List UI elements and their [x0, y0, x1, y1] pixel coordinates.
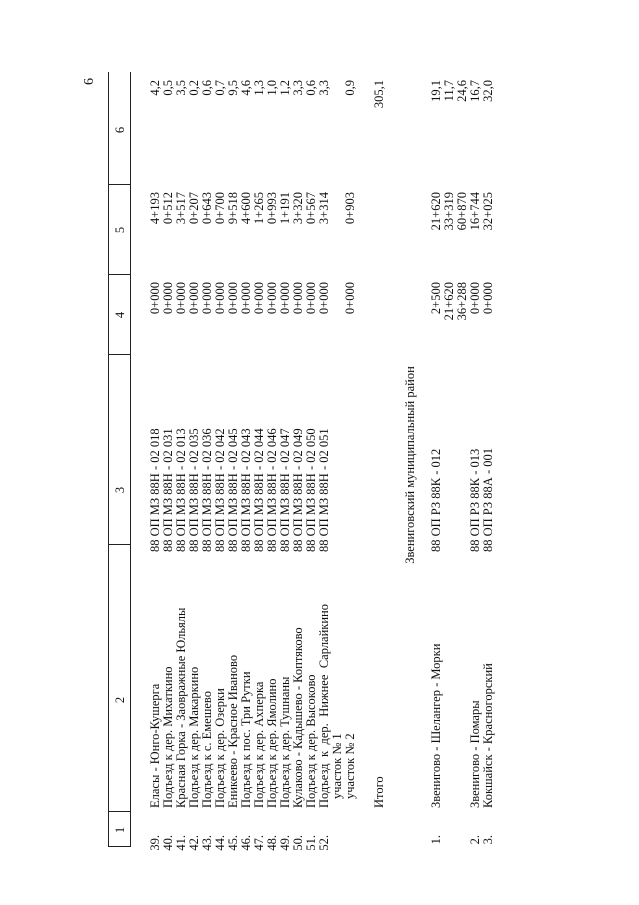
length-km: 4,2	[148, 80, 162, 96]
length-km: 4,6	[239, 80, 253, 96]
km-end: 0+207	[187, 192, 201, 225]
km-start: 0+000	[278, 282, 292, 315]
km-start: 0+000	[252, 282, 266, 315]
road-name: Кокшайск - Красногорский	[481, 663, 495, 808]
km-start: 0+000	[317, 282, 331, 315]
road-code: 88 ОП МЗ 88Н - 02 050	[304, 428, 318, 552]
road-code: 88 ОП РЗ 88К - 012	[429, 448, 443, 552]
road-name-word: Сарлайкино	[317, 604, 331, 669]
row-number: 1.	[429, 835, 443, 845]
length-km: 0,2	[187, 80, 201, 96]
length-km: 1,2	[278, 80, 292, 96]
road-name: Кулаково - Кадышево - Коптяково	[291, 627, 305, 808]
km-end: 3+314	[317, 192, 331, 225]
road-name: Подъезд к пос. Три Рутки	[239, 671, 253, 808]
km-end: 16+744	[468, 192, 482, 231]
road-name	[318, 604, 331, 808]
page-number: 6	[82, 78, 97, 85]
km-start: 0+000	[200, 282, 214, 315]
column-divider-2	[108, 811, 130, 812]
column-divider-3	[108, 544, 130, 545]
length-km: 0,6	[304, 80, 318, 96]
road-name: Еласы - Юнго-Кушерга	[148, 683, 162, 808]
road-name: Подъезд к дер. Макаркино	[187, 666, 201, 808]
km-start: 0+000	[148, 282, 162, 315]
row-number: 43.	[200, 835, 214, 851]
road-code: 88 ОП МЗ 88Н - 02 013	[174, 428, 188, 552]
column-divider-5	[108, 274, 130, 275]
km-end: 60+870	[455, 192, 469, 231]
km-end: 3+517	[174, 192, 188, 225]
road-name: Подъезд к дер. Михаткино	[161, 666, 175, 808]
km-end: 1+265	[252, 192, 266, 225]
road-code: 88 ОП МЗ 88Н - 02 018	[148, 428, 162, 552]
section-name: участок № 1	[330, 733, 344, 799]
header-top-rule	[108, 72, 109, 847]
km-start: 0+000	[187, 282, 201, 315]
length-km: 0,6	[200, 80, 214, 96]
row-number: 44.	[213, 835, 227, 851]
km-end: 0+993	[265, 192, 279, 225]
column-header-5: 5	[113, 226, 127, 234]
road-name: Подъезд к дер. Ахперка	[252, 681, 266, 808]
row-number: 3.	[481, 835, 495, 845]
column-header-6: 6	[113, 126, 127, 134]
road-name: Подъезд к дер. Ямолино	[265, 678, 279, 808]
length-km: 1,0	[265, 80, 279, 96]
km-start: 2+500	[429, 282, 443, 315]
row-number: 39.	[148, 835, 162, 851]
km-start: 0+000	[468, 282, 482, 315]
length-km: 3,3	[317, 80, 331, 96]
road-name: Подъезд к дер. Озерки	[213, 688, 227, 808]
row-number: 2.	[468, 835, 482, 845]
length-km: 9,5	[226, 80, 240, 96]
column-divider-1	[108, 846, 130, 847]
road-name-word: к	[317, 750, 331, 758]
km-end: 0+567	[304, 192, 318, 225]
road-name: Красная Горка - Заовражные Юльялы	[174, 607, 188, 808]
road-code: 88 ОП МЗ 88Н - 02 045	[226, 428, 240, 552]
length-km: 0,9	[343, 80, 357, 96]
length-km: 3,3	[291, 80, 305, 96]
total-value: 305,1	[372, 80, 386, 109]
row-number: 50.	[291, 835, 305, 851]
column-header-4: 4	[113, 311, 127, 319]
km-start: 0+000	[161, 282, 175, 315]
road-code: 88 ОП МЗ 88Н - 02 036	[200, 428, 214, 552]
column-divider-4	[108, 354, 130, 355]
length-km: 1,3	[252, 80, 266, 96]
km-end: 1+191	[278, 192, 292, 225]
road-code: 88 ОП МЗ 88Н - 02 044	[252, 428, 266, 552]
header-bottom-rule	[130, 72, 131, 847]
row-number: 52.	[317, 835, 331, 851]
road-code: 88 ОП МЗ 88Н - 02 051	[317, 428, 331, 552]
road-name: Подъезд к дер. Тушнаны	[278, 676, 292, 808]
km-end: 32+025	[481, 192, 495, 231]
road-code: 88 ОП МЗ 88Н - 02 049	[291, 428, 305, 552]
road-name-word: Нижнее	[317, 674, 331, 717]
length-km: 19,1	[429, 80, 443, 102]
km-start: 0+000	[265, 282, 279, 315]
length-km: 0,5	[161, 80, 175, 96]
row-number: 51.	[304, 835, 318, 851]
km-end: 21+620	[429, 192, 443, 231]
length-km: 16,7	[468, 80, 482, 102]
row-number: 48.	[265, 835, 279, 851]
km-start: 21+620	[442, 282, 456, 321]
road-code: 88 ОП МЗ 88Н - 02 042	[213, 428, 227, 552]
km-end: 9+518	[226, 192, 240, 225]
road-name: Еникеево - Красное Иваново	[226, 654, 240, 808]
km-start: 0+000	[481, 282, 495, 315]
road-name: Звенигово - Помары	[468, 700, 482, 808]
road-code: 88 ОП МЗ 88Н - 02 035	[187, 428, 201, 552]
row-number: 46.	[239, 835, 253, 851]
km-start: 0+000	[239, 282, 253, 315]
road-name-word: дер.	[317, 723, 331, 745]
km-end: 4+193	[148, 192, 162, 225]
length-km: 11,7	[442, 80, 456, 102]
km-end: 3+320	[291, 192, 305, 225]
km-end: 0+512	[161, 192, 175, 225]
road-name: Подъезд к с. Емешево	[200, 691, 214, 808]
section-name: участок № 2	[343, 733, 357, 799]
road-name: Звенигово - Шелангер - Морки	[429, 643, 443, 808]
column-divider-6	[108, 184, 130, 185]
km-start: 36+288	[455, 282, 469, 321]
road-name-word: Подъезд	[317, 763, 331, 808]
road-name: Подъезд к дер. Высоково	[304, 674, 318, 808]
length-km: 3,5	[174, 80, 188, 96]
km-end: 0+700	[213, 192, 227, 225]
length-km: 32,0	[481, 80, 495, 102]
road-code: 88 ОП МЗ 88Н - 02 043	[239, 428, 253, 552]
road-code: 88 ОП МЗ 88Н - 02 047	[278, 428, 292, 552]
km-start: 0+000	[291, 282, 305, 315]
km-start: 0+000	[213, 282, 227, 315]
row-number: 40.	[161, 835, 175, 851]
road-code: 88 ОП МЗ 88Н - 02 031	[161, 428, 175, 552]
km-end: 33+319	[442, 192, 456, 231]
road-code: 88 ОП РЗ 88К - 013	[468, 448, 482, 552]
column-header-2: 2	[113, 696, 127, 704]
road-code: 88 ОП МЗ 88Н - 02 046	[265, 428, 279, 552]
column-header-3: 3	[113, 486, 127, 494]
km-start: 0+000	[304, 282, 318, 315]
row-number: 47.	[252, 835, 266, 851]
row-number: 45.	[226, 835, 240, 851]
row-number: 49.	[278, 835, 292, 851]
km-end: 4+600	[239, 192, 253, 225]
length-km: 24,6	[455, 80, 469, 102]
row-number: 41.	[174, 835, 188, 851]
district-heading: Звениговский муниципальный район	[403, 366, 417, 564]
km-end: 0+643	[200, 192, 214, 225]
column-header-1: 1	[113, 826, 127, 834]
road-code: 88 ОП РЗ 88А - 001	[481, 448, 495, 552]
total-label: Итого	[372, 776, 386, 808]
km-end: 0+903	[343, 192, 357, 225]
km-start: 0+000	[226, 282, 240, 315]
km-start: 0+000	[174, 282, 188, 315]
km-start: 0+000	[343, 282, 357, 315]
length-km: 0,7	[213, 80, 227, 96]
row-number: 42.	[187, 835, 201, 851]
